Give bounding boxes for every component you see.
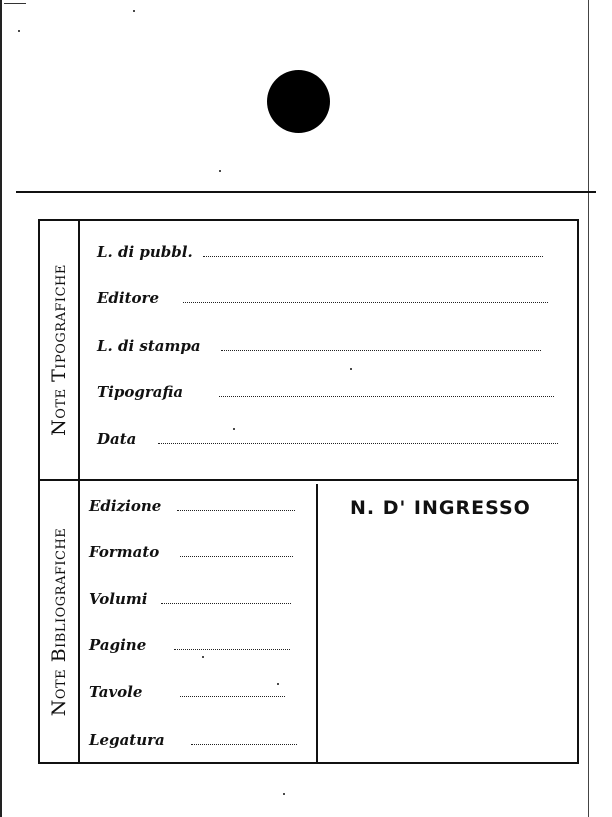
field-tavole — [89, 683, 285, 705]
print-speck — [18, 30, 20, 32]
fill-line[interactable] — [221, 340, 541, 351]
card-right-edge — [588, 0, 589, 817]
field-legatura — [89, 731, 297, 753]
field-data — [97, 430, 558, 452]
fill-line[interactable] — [161, 593, 291, 604]
print-speck — [350, 368, 352, 370]
fill-line[interactable] — [180, 546, 293, 557]
accession-number-label: N. D' INGRESSO — [350, 497, 531, 519]
fill-line[interactable] — [219, 386, 554, 397]
print-speck — [133, 10, 135, 12]
field-tipografia — [97, 383, 554, 405]
field-luogo-pubblicazione — [97, 243, 543, 265]
field-label: Tavole — [89, 683, 143, 701]
fill-line[interactable] — [174, 639, 290, 650]
print-speck — [219, 170, 221, 172]
field-label: Tipografia — [97, 383, 184, 401]
field-label: Editore — [97, 289, 159, 307]
bibliografiche-side — [40, 481, 80, 762]
fill-line[interactable] — [191, 734, 297, 745]
column-divider — [316, 484, 318, 764]
punch-hole — [267, 70, 330, 133]
print-speck — [283, 793, 285, 795]
fold-line — [16, 191, 596, 193]
section-divider — [40, 479, 577, 481]
field-formato — [89, 543, 293, 565]
field-label: Formato — [89, 543, 160, 561]
fill-line[interactable] — [183, 292, 548, 303]
print-speck — [233, 428, 235, 430]
field-label: L. di stampa — [97, 337, 201, 355]
tipografiche-section-label: Note Tipografiche — [48, 264, 70, 436]
fill-line[interactable] — [177, 500, 295, 511]
field-label: Legatura — [89, 731, 165, 749]
fill-line[interactable] — [158, 433, 558, 444]
print-speck — [277, 683, 279, 685]
field-label: Pagine — [89, 636, 147, 654]
field-pagine — [89, 636, 290, 658]
field-volumi — [89, 590, 291, 612]
field-label: Data — [97, 430, 137, 448]
field-editore — [97, 289, 548, 311]
field-label: Edizione — [89, 497, 162, 515]
field-label: L. di pubbl. — [97, 243, 193, 261]
field-edizione — [89, 497, 295, 519]
fill-line[interactable] — [180, 686, 285, 697]
field-label: Volumi — [89, 590, 148, 608]
fill-line[interactable] — [203, 246, 543, 257]
corner-mark — [4, 3, 26, 4]
tipografiche-side — [40, 221, 80, 479]
card-left-edge — [0, 0, 2, 817]
field-luogo-stampa — [97, 337, 541, 359]
print-speck — [202, 656, 204, 658]
bibliografiche-section-label: Note Bibliografiche — [48, 527, 70, 716]
